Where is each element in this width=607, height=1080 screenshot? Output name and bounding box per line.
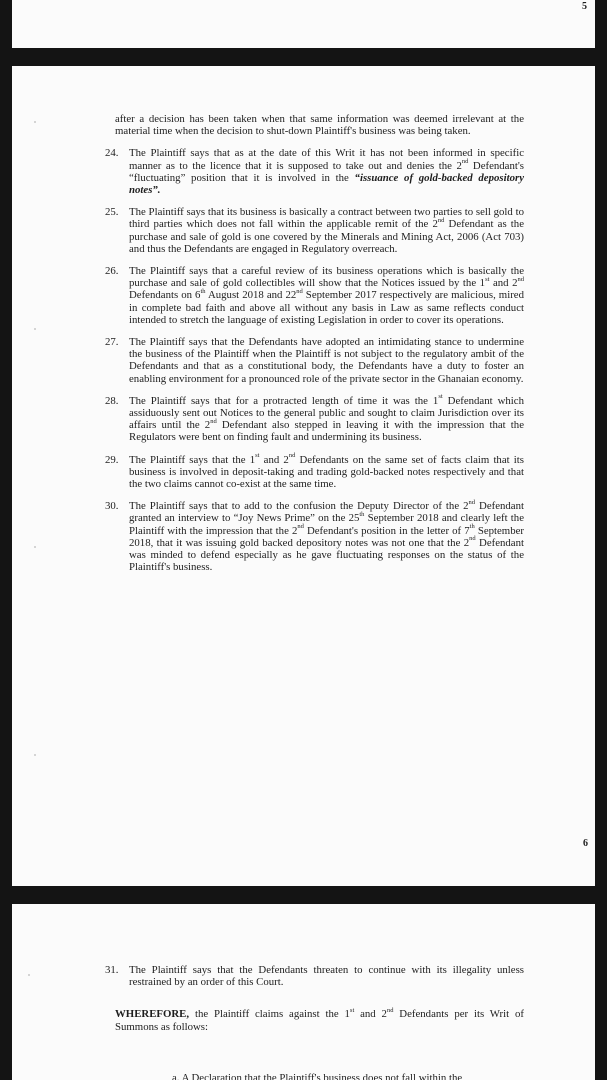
scan-speck bbox=[34, 121, 36, 123]
paragraph-text: The Plaintiff says that the 1st and 2nd Defendants on the same set of facts claim that its business is involved in deposit-taking and trading gold-backed notes respectively and that the two claims cannot co-exist at the same time. bbox=[129, 452, 524, 491]
paragraph-text: The Plaintiff says that to add to the confusion the Deputy Director of the 2nd Defendant granted an interview to “Joy News Prime” on the 25th September 2018 and clearly left the Plaintiff with the impression that the 2nd Defendant's position in the letter of 7th September 2018, that it was issuing gold backed depository notes was not one that the 2nd Defendant was minded to defend especially as he gave fluctuating responses on the status of the Plaintiff's business. bbox=[129, 498, 525, 574]
paragraph-text: The Plaintiff says that as at the date of this Writ it has not been informed in specific manner as to the licence that it is supposed to take out and denies the 2nd Defendant's “fluctuating” position that it is involved in the “issuance of gold-backed depository notes”. bbox=[129, 147, 525, 197]
cut-off-line: a. A Declaration that the Plaintiff's business does not fall within the bbox=[172, 1071, 463, 1080]
page-6-text bbox=[105, 113, 525, 574]
page-number: 5 bbox=[582, 1, 587, 12]
paragraph-text: The Plaintiff says that the Defendants threaten to continue with its illegality unless restrained by an order of this Court. bbox=[129, 964, 524, 989]
continuation-paragraph: after a decision has been taken when that same information was deemed irrelevant at the material time when the decision to shut-down Plaintiff's business was being taken. bbox=[115, 113, 524, 138]
wherefore-text: the Plaintiff claims against the 1st and 2nd Defendants per its Writ of Summons as follows: bbox=[115, 1006, 524, 1033]
numbered-paragraph bbox=[105, 206, 524, 255]
page-6 bbox=[12, 66, 595, 886]
numbered-paragraphs bbox=[105, 964, 524, 989]
wherefore-label: WHEREFORE, bbox=[115, 1008, 190, 1021]
page-5-bottom-edge bbox=[12, 0, 595, 48]
scan-speck bbox=[34, 328, 36, 330]
scan-speck bbox=[34, 754, 36, 756]
paragraph-number: 30. bbox=[105, 500, 119, 513]
paragraph-number: 29. bbox=[105, 453, 119, 466]
paragraph-number: 27. bbox=[105, 336, 119, 349]
numbered-paragraph bbox=[105, 147, 525, 197]
paragraph-text: The Plaintiff says that its business is basically a contract between two parties to sell gold to third parties which does not fall within the applicable remit of the 2nd Defendant as the purchase and sale of gold is one covered by the Minerals and Mining Act, 2006 (Act 703) and thus the Defendants are engaged in Regulatory overreach. bbox=[129, 206, 524, 255]
paragraph-number: 26. bbox=[105, 265, 119, 278]
paragraph-number: 24. bbox=[105, 147, 119, 160]
numbered-paragraph bbox=[105, 265, 524, 326]
numbered-paragraph bbox=[105, 964, 524, 989]
numbered-paragraphs bbox=[105, 147, 525, 574]
wherefore-paragraph bbox=[115, 1008, 524, 1032]
paragraph-text: The Plaintiff says that the Defendants have adopted an intimidating stance to undermine the business of the Plaintiff when the Plaintiff is not subject to the regulatory ambit of the Defendants and that as a constitutional body, the Defendants have a duty to foster an enabling environment for a pronounced role of the private sector in the Ghanaian economy. bbox=[129, 336, 524, 385]
scan-speck bbox=[34, 546, 36, 548]
paragraph-text: The Plaintiff says that for a protracted length of time it was the 1st Defendant which assiduously sent out Notices to the general public and sought to claim Jurisdiction over its affairs until the 2nd Defendant also stepped in leaving it with the impression that the Regulators were bent on finding fault and undermining its business. bbox=[129, 393, 525, 444]
page-7-top bbox=[12, 904, 595, 1080]
paragraph-text: The Plaintiff says that a careful review of its business operations which is basically the purchase and sale of gold collectibles will show that the Notices issued by the 1st and 2nd Defendants on 6th August 2018 and 22nd September 2017 respectively are malicious, mired in complete bad faith and above all without any basis in Law as same reflects conduct intended to stretch the language of existing Legislation in order to cover its operations. bbox=[129, 265, 524, 326]
paragraph-number: 31. bbox=[105, 964, 119, 976]
numbered-paragraph bbox=[105, 452, 524, 491]
paragraph-number: 25. bbox=[105, 206, 119, 219]
page-number: 6 bbox=[583, 838, 588, 849]
paragraph-number: 28. bbox=[105, 394, 119, 407]
numbered-paragraph bbox=[105, 393, 525, 444]
numbered-paragraph bbox=[105, 336, 524, 385]
numbered-paragraph bbox=[105, 498, 525, 574]
page-7-text bbox=[105, 964, 524, 1033]
scan-speck bbox=[28, 974, 30, 976]
